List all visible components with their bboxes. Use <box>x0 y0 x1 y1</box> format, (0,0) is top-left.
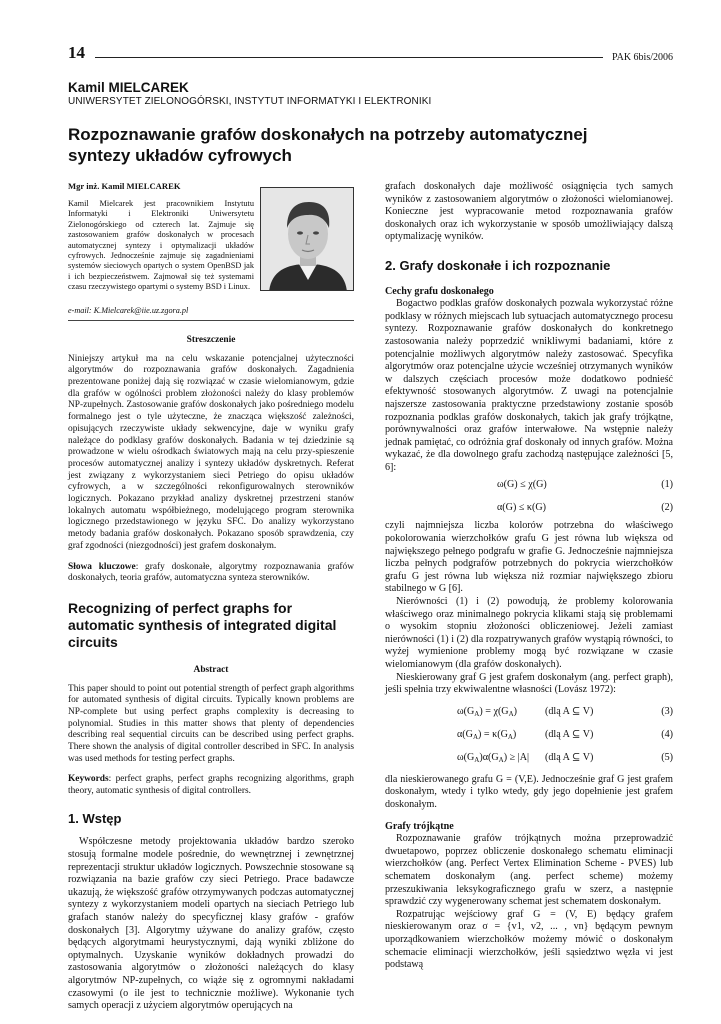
equation-3-expr: $\omega(G_A) = \chi(G_A)$ <box>457 705 518 718</box>
streszczenie-text: Niniejszy artykuł ma na celu wskazanie potencjalnej użyteczności algorytmów do rozpoznawania grafów doskonałych. Zagadnienia prezentowane poniżej dają się rozwiązać w czasie wielomianowym, gdzie dla grafów w ogólności problem złożoności należy do klasy problemów NP-zupełnych. Zastosowanie grafów doskonałych jako pośredniego modelu formalnego jest o tyle użyteczne, że znacząca większość zależności, opisujących rzeczywiste układy sekwencyjne, daje w wyniku grafy należące do podklasy grafów doskonałych. Badania w tej dziedzinie są prowadzone w wielu ośrodkach światowych mają na celu przy-spieszenie procesów automatycznej analizy i syntezy układów dyskretnych. Referat jest związany z wykorzystaniem sieci Petriego do opisu układów cyfrowych, a w szczególności rekonfigurowalnych sterowników logicznych. Pokazano przykład analizy dyskretnej przestrzeni stanów lokalnych automatu współbieżnego, modelującego program sterownika logicznego przedstawionego w języku SFC. Do analizy wykorzystano metody badania grafów doskonałych. Pokazano sposób sprawdzenia, czy graf zgodności (niezgodności) jest grafem doskonałym. <box>68 353 354 551</box>
abstract-heading: Abstract <box>193 664 229 675</box>
section-2-paragraph-4: Nieskierowany graf G jest grafem doskonałym (ang. perfect graph), jeśli spełnia trzy ekwiwalentne własności (Lovász 1972): <box>385 671 673 696</box>
bio-divider <box>68 320 354 321</box>
keywords-en-text: : perfect graphs, perfect graphs recognizing algorithms, graph theory, automatic synthesis of digital controllers. <box>68 774 354 797</box>
header-rule <box>95 57 603 58</box>
section-2-paragraph-2: czyli najmniejsza liczba kolorów potrzebna do właściwego pokolorowania wierzchołków grafu G jest równa lub większa od największego pełnego podgrafu w grafie G. Jednocześnie najmniejsza liczba pełnych podgrafów potrzebnych do pokrycia wierzchołków grafu G jest równa lub większa niż rozmiar największego zbioru stabilnego w G [6]. <box>385 520 673 595</box>
equation-3 <box>385 701 673 724</box>
equation-3-condition: (dlą A ⊆ V) <box>545 705 594 717</box>
section-1-heading: 1. Wstęp <box>68 810 122 826</box>
equation-5-expr: $\omega(G_A)\alpha(G_A) \ge |A|$ <box>457 751 530 764</box>
section-2-paragraph-5: dla nieskierowanego grafu G = (V,E). Jednocześnie graf G jest grafem doskonałym, wtedy i tylko wtedy, gdy jego dopełnienie jest grafem doskonałym. <box>385 773 673 810</box>
streszczenie-heading: Streszczenie <box>186 335 236 345</box>
equation-4-condition: (dlą A ⊆ V) <box>545 728 594 740</box>
section-2-paragraph-7: Rozpatrując wejściowy graf G = (V, E) będący grafem nieskierowanym oraz σ = {v1, v2, ... , vn} będącym pewnym uporządkowaniem wierzchołków możemy mówić o doskonałym schemacie eliminacji wierzchołków, jeśli sąsiedztwo węzła vi jest podstawą <box>385 908 673 971</box>
equation-4-number: (4) <box>661 728 673 740</box>
equation-2 <box>385 497 673 520</box>
section-2-paragraph-6: Rozpoznawanie grafów trójkątnych można przeprowadzić dwuetapowo, poprzez obliczenie doskonałego schematu eliminacji wierzchołków (ang. Perfect Vertex Elimination Scheme - PVES) lub schematem doskonałym (ang. perfect scheme) możemy przeszukiwania leksykograficznego grafu w szerz, a następnie sprawdzić czy wygenerowany schemat jest schematem doskonałym. <box>385 833 673 908</box>
bio-text: Kamil Mielcarek jest pracownikiem Instytutu Informatyki i Elektroniki Uniwersytetu Zielonogórskiego od czterech lat. Zajmuje się zastosowaniem grafów doskonałych w procesach automatycznej syntezy i optymalizacji układów cyfrowych. Jednocześnie zajmuje się zagadnieniami systemów sieciowych opartych o system OpenBSD jak i ich bezpieczeństwem. Zajmował się też systemami czasu rzeczywistego opartymi o systemy BSD i Linux. <box>68 199 254 292</box>
equation-1-number: (1) <box>661 479 673 491</box>
section-1-text: Współczesne metody projektowania układów bardzo szeroko stosują formalne modele pośrednie, do wewnętrznej i zewnętrznej reprezentacji struktur układów logicznych. Powszechnie stosowane są rozwiązania na bazie grafów czy sieci Petriego. Prace badawcze ukazują, że większość grafów otrzymywanych podczas automatycznej syntezy z wykorzystaniem modeli opartych na sieciach Petriego lub grafach stanów należy do specyficznej klasy grafów - grafów doskonałych [3]. Algorytmy używane do analizy grafów, często będących algorytmami heurystycznymi, dają wyniki zbliżone do optymalnych. Uzyskanie wyników dokładnych prowadzi do zastosowania algorytmów o złożoności należących do klasy algorytmów NP-zupełnych, co wiąże się z ogromnymi nakładami czasowymi (o ile jest to technicznie możliwe). Wykonanie tych samych operacji z użyciem algorytmów operujących na <box>68 836 354 1012</box>
author-email: e-mail: K.Mielcarek@iie.uz.zgora.pl <box>68 306 189 315</box>
intro-continuation: grafach doskonałych daje możliwość osiągnięcia tych samych wyników z zastosowaniem algorytmów o złożoności wielomianowej. Konieczne jest wypracowanie metod rozpoznawania grafów doskonałych oraz ich wykorzystanie w sposób umożliwiający dalszą optymalizację wyników. <box>385 181 673 243</box>
page-number: 14 <box>68 43 85 62</box>
keywords-en <box>68 774 354 797</box>
section-2-paragraph-1: Bogactwo podklas grafów doskonałych pozwala wykorzystać różne podklasy w różnych miejscach lub sytuacjach automatycznego procesu syntezy. Rozpoznawanie grafów doskonałych do konkretnego zastosowania należy poprzedzić wnikliwymi badaniami, które z potencjalnie możliwych algorytmów należy zastosować. Specyfika algorytmów oraz potencjalne użycie wcześniej otrzymanych wyników w dalszych częściach procesów może dodatkowo podnieść efektywność stosowanych algorytmów. Z uwagi na potencjalnie najszersze zastosowania praktyczne przedstawiony zostanie sposób rozpoznania podklas grafów doskonałych, takich jak grafy trójkątne, porównywalności oraz grafów interwałowe. Na wstępnie należy jednak pamiętać, co odróżnia graf doskonały od innych grafów. Można wykazać, że dla dowolnego grafu zachodzą następujące zależności [5, 6]: <box>385 298 673 473</box>
equation-1 <box>385 474 673 497</box>
equation-5 <box>385 747 673 770</box>
section-2-paragraph-3: Nierówności (1) i (2) powodują, że problemy kolorowania właściwego oraz minimalnego pokrycia klikami stają się problemami o wysokim stopniu złożoności obliczeniowej. Jeżeli zamiast nierówności (1) i (2) dla rozpatrywanych grafów wystąpią równości, to wyżej wymienione problemy mogą być rozwiązane w czasie wielomianowym (dla grafów doskonałych). <box>385 596 673 670</box>
author-bio <box>68 181 354 317</box>
journal-ref: PAK 6bis/2006 <box>611 52 673 63</box>
abstract-text: This paper should to point out potential strength of perfect graph algorithms for automated synthesis of digital circuits. Typically known problems are NP-complete but using perfect graphs complexity is decreasing to polynomial. Studies in this matter shows that plenty of dependencies describing real sequential circuits can be described using perfect graphs. There shown the analysis of digital controller described in SFC. In analysis was used methods for testing perfect graphs. <box>68 683 354 764</box>
keywords-pl <box>68 562 354 585</box>
keywords-pl-text: : grafy doskonałe, algorytmy rozpoznawania grafów doskonałych, teoria grafów, automatyczna synteza sterowników. <box>68 561 354 584</box>
author-affiliation: UNIWERSYTET ZIELONOGÓRSKI, INSTYTUT INFORMATYKI I ELEKTRONIKI <box>68 96 432 107</box>
equation-2-number: (2) <box>661 502 673 514</box>
subsection-perfect-graph: Cechy grafu doskonałego <box>385 285 494 297</box>
equation-2-expr: α(G) ≤ κ(G) <box>497 502 546 514</box>
keywords-en-label: Keywords <box>68 774 109 785</box>
equation-3-number: (3) <box>661 705 673 717</box>
equation-4 <box>385 724 673 747</box>
section-2-heading: 2. Grafy doskonałe i ich rozpoznanie <box>385 257 611 273</box>
equation-4-expr: $\alpha(G_A) = \kappa(G_A)$ <box>457 728 517 741</box>
equation-5-condition: (dlą A ⊆ V) <box>545 751 594 763</box>
paper-title: Rozpoznawanie grafów doskonałych na potrzeby automatycznej syntezy układów cyfrowych <box>68 125 588 165</box>
author-photo <box>260 187 354 291</box>
bio-name: Mgr inż. Kamil MIELCAREK <box>68 181 181 191</box>
english-title: Recognizing of perfect graphs for automatic synthesis of integrated digital circuits <box>68 599 337 650</box>
equation-1-expr: ω(G) ≤ χ(G) <box>497 479 547 491</box>
subsection-chordal: Grafy trójkątne <box>385 820 454 832</box>
left-column <box>68 334 354 1013</box>
right-column <box>385 181 673 972</box>
keywords-pl-label: Słowa kluczowe <box>68 561 136 572</box>
equation-5-number: (5) <box>661 751 673 763</box>
author-name: Kamil MIELCAREK <box>68 80 189 95</box>
